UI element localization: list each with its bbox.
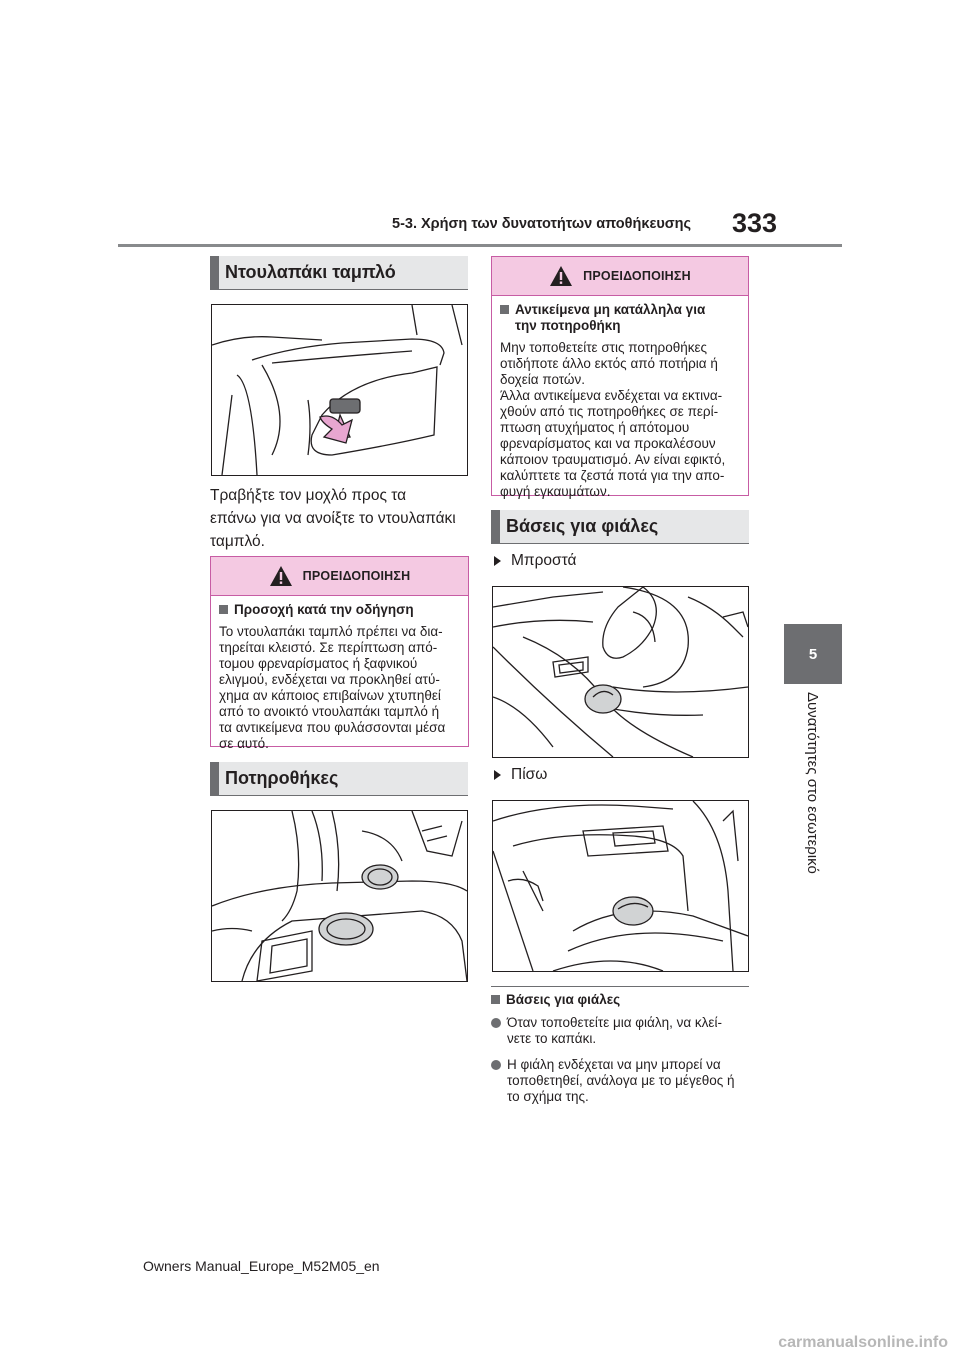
cupholders-heading: Ποτηροθήκες bbox=[210, 762, 468, 795]
heading-rule bbox=[210, 795, 468, 796]
warning-line: Το ντουλαπάκι ταμπλό πρέπει να δια- bbox=[219, 624, 443, 639]
header-rule bbox=[118, 244, 842, 247]
warning-title: ΠΡΟΕΙΔΟΠΟΙΗΣΗ bbox=[302, 569, 411, 583]
warning-title: ΠΡΟΕΙΔΟΠΟΙΗΣΗ bbox=[583, 269, 691, 283]
warning-line: από το ανοικτό ντουλαπάκι ταμπλό ή bbox=[219, 704, 440, 719]
warning-line: καλύπτετε τα ζεστά ποτά για την απο- bbox=[500, 468, 725, 483]
warning-subtitle: Αντικείμενα μη κατάλληλα για την ποτηροθήκη bbox=[500, 302, 742, 334]
chapter-tab: 5 bbox=[784, 624, 842, 684]
heading-rule bbox=[491, 543, 749, 544]
watermark: carmanualsonline.info bbox=[778, 1334, 948, 1351]
warning-line: Άλλα αντικείμενα ενδέχεται να εκτινα- bbox=[500, 388, 723, 403]
bullet-item: Η φιάλη ενδέχεται να μην μπορεί να τοποθετηθεί, ανάλογα με το μέγεθος ή το σχήμα της. bbox=[491, 1057, 749, 1105]
circle-bullet-icon bbox=[491, 1060, 501, 1070]
glovebox-heading: Ντουλαπάκι ταμπλό bbox=[210, 256, 468, 289]
square-bullet-icon bbox=[219, 605, 228, 614]
bullet-item: Όταν τοποθετείτε μια φιάλη, να κλεί- νετε το καπάκι. bbox=[491, 1015, 749, 1047]
arrow-right-icon bbox=[494, 770, 501, 780]
front-bottle-holder-illustration bbox=[492, 586, 749, 758]
text-line: ταμπλό. bbox=[210, 533, 265, 550]
warning-line: κάποιον τραυματισμό. Αν είναι εφικτό, bbox=[500, 452, 726, 467]
chapter-title: Δυνατότητες στο εσωτερικό bbox=[804, 692, 821, 874]
warning-icon bbox=[269, 565, 293, 587]
heading-rule bbox=[210, 289, 468, 290]
warning-icon bbox=[549, 265, 573, 287]
rear-label: Πίσω bbox=[494, 766, 547, 784]
circle-bullet-icon bbox=[491, 1018, 501, 1028]
square-bullet-icon bbox=[491, 995, 500, 1004]
cupholder-warning bbox=[491, 256, 749, 499]
page-number: 333 bbox=[732, 208, 778, 238]
section-title: 5-3. Χρήση των δυνατοτήτων αποθήκευσης bbox=[392, 216, 692, 232]
text-line: επάνω για να ανοίξτε το ντουλαπάκι bbox=[210, 510, 456, 527]
warning-line: χημα αν κάποιος επιβαίνων χτυπηθεί bbox=[219, 688, 441, 703]
warning-line: Μην τοποθετείτε στις ποτηροθήκες bbox=[500, 340, 708, 355]
warning-line: φρεναρίσματος και να προκαλέσουν bbox=[500, 436, 716, 451]
bottle-subheading: Βάσεις για φιάλες bbox=[491, 992, 749, 1007]
warning-line: τα αντικείμενα που φυλάσσονται μέσα bbox=[219, 720, 446, 735]
warning-line: οτιδήποτε άλλο εκτός από ποτήρια ή bbox=[500, 356, 718, 371]
square-bullet-icon bbox=[500, 305, 509, 314]
text-line: Τραβήξτε τον μοχλό προς τα bbox=[210, 487, 407, 504]
bottle-holders-heading: Βάσεις για φιάλες bbox=[491, 510, 749, 543]
warning-line: χθούν από τις ποτηροθήκες σε περί- bbox=[500, 404, 719, 419]
glovebox-warning bbox=[210, 556, 469, 751]
warning-header bbox=[492, 257, 748, 296]
cupholders-illustration bbox=[211, 810, 468, 982]
divider bbox=[491, 986, 749, 987]
glovebox-instructions bbox=[210, 484, 472, 553]
warning-line: φυγή εγκαυμάτων. bbox=[500, 484, 611, 499]
warning-subtitle: Προσοχή κατά την οδήγηση bbox=[219, 602, 462, 618]
rear-bottle-holder-illustration bbox=[492, 800, 749, 972]
arrow-right-icon bbox=[494, 556, 501, 566]
warning-line: σε αυτό. bbox=[219, 736, 269, 751]
glovebox-illustration bbox=[211, 304, 468, 476]
warning-line: πτωση ατυχήματος ή απότομου bbox=[500, 420, 690, 435]
warning-line: τηρείται κλειστό. Σε περίπτωση από- bbox=[219, 640, 438, 655]
front-label: Μπροστά bbox=[494, 552, 576, 570]
warning-line: δοχεία ποτών. bbox=[500, 372, 585, 387]
manual-id: Owners Manual_Europe_M52M05_en bbox=[143, 1258, 380, 1274]
warning-header bbox=[211, 557, 468, 596]
warning-line: ελιγμού, ενδέχεται να προκληθεί ατύ- bbox=[219, 672, 440, 687]
warning-line: τομου φρεναρίσματος ή ξαφνικού bbox=[219, 656, 418, 671]
